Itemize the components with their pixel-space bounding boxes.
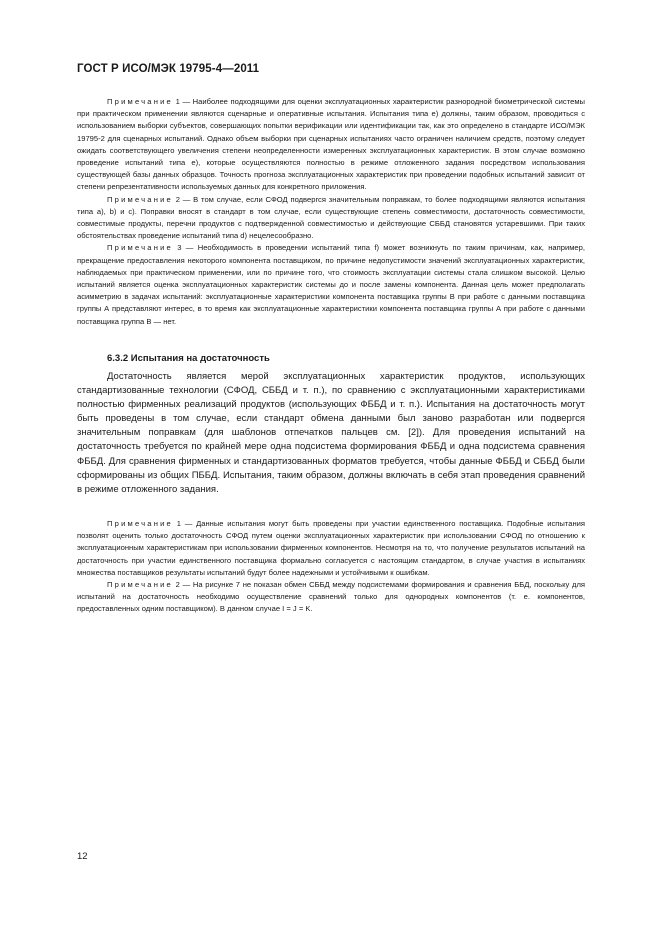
section-paragraph: Достаточность является мерой эксплуатационных характеристик продуктов, использующих стандартизованные технологии (СФОД, СББД и т. п.), по сравнению с эксплуатационными характеристиками полностью фирменных реализаций продуктов (использующих ФББД и т. п.). Испытания на достаточность могут быть проведены в том случае, если стандарт обмена данными был заново разработан или подвергся значительным поправкам (для шаблонов отпечатков пальцев см. [2]). Для проведения испытаний на достаточность требуется по крайней мере одна подсистема формирования ФББД и одна подсистема сравнения ФББД. Для сравнения фирменных и стандартизованных форматов требуется, чтобы данные ФББД и СББД были сформированы из общих ПББД. Испытания, таким образом, должны включать в себя этап проведения сравнений в режиме отложенного задания. [77, 371, 585, 495]
note-label: Примечание [107, 194, 173, 204]
note-text: 2 — На рисунке 7 не показан обмен СББД между подсистемами формирования и сравнения ББД, поскольку для испытаний на достаточность необходимо осуществление сравнений только для однородных компонентов (т. е. компонентов, предоставленных одним поставщиком). В данном случае I = J = K. [77, 580, 585, 614]
section-heading: 6.3.2 Испытания на достаточность [107, 353, 270, 364]
note-text: 3 — Необходимость в проведении испытаний типа f) может возникнуть по таким причинам, как, например, прекращение предоставления некоторого компонента поставщиком, по причине недопустимости значений эксплуатационных характеристик, наблюдаемых при практическом применении, или по причине того, что стоимость эксплуатации системы стала слишком высокой. Целью испытаний является оценка эксплуатационных характеристик системы до и после замены компонента. Данная цель может предполагать асимметрию в задачах испытаний: эксплуатационные характеристики компонента поставщика группы В при работе с данными поставщика группы А представляют интерес, в то время как эксплуатационные характеристики компонента поставщика группы А при работе с данными поставщика группа В — нет. [77, 243, 585, 326]
note-text: 1 — Наиболее подходящими для оценки эксплуатационных характеристик разнородной биометрической системы при практическом применении являются сценарные и оперативные испытания. Испытания типа е) должны, таким образом, проводиться с использованием выборки субъектов, совершающих попытки верификации или идентификации так, как это определено в стандарте ИСО/МЭК 19795-2 для сценарных испытаний. Однако объем выборки при сценарных испытаниях часто ограничен наличием средств, поэтому следует ожидать соответствующего увеличения степени неопределенности измеренных эксплуатационных характеристик. В этом случае возможно проведение испытаний типа е), которые осуществляются полностью в режиме отложенного задания посредством использования существующей базы данных образцов. Точность прогноза эксплуатационных характеристик при проведении подобных испытаний зависит от степени репрезентативности используемых данных для конкретного приложения. [77, 97, 585, 192]
note-paragraph [77, 579, 585, 616]
note-paragraph [77, 194, 585, 243]
notes-bottom-block [77, 518, 585, 616]
note-label: Примечание [107, 243, 173, 253]
note-text: 1 — Данные испытания могут быть проведены при участии единственного поставщика. Подобные испытания позволят оценить только достаточность СФОД путем оценки эксплуатационных характеристик при использовании СФОД по отношению к эксплуатационным характеристикам при использовании фирменных компонентов. Несмотря на то, что получение результатов испытаний на достаточность при участии единственного поставщика формально согласуется с настоящим стандартом, в случае участия в испытаниях множества поставщиков результаты испытаний будут более надежными и устойчивыми к ошибкам. [77, 519, 585, 577]
document-header: ГОСТ Р ИСО/МЭК 19795-4—2011 [77, 63, 260, 75]
note-text: 2 — В том случае, если СФОД подвергся значительным поправкам, то более подходящими являются испытания типа а), b) и с). Поправки вносят в стандарт в том случае, если существующие степень совместимости, достаточность совместимости, совместимые продукты, перечни продуктов с подтвержденной совместимостью и действующие СББД становятся устаревшими. При таких обстоятельствах проведение испытаний типа d) нецелесообразно. [77, 194, 585, 241]
note-paragraph [77, 518, 585, 579]
notes-top-block [77, 96, 585, 328]
note-label: Примечание [107, 519, 173, 528]
note-paragraph [77, 242, 585, 327]
note-paragraph [77, 96, 585, 194]
section-block [77, 352, 585, 497]
note-label: Примечание [107, 580, 173, 590]
note-label: Примечание [107, 97, 173, 106]
page-number: 12 [77, 851, 88, 862]
